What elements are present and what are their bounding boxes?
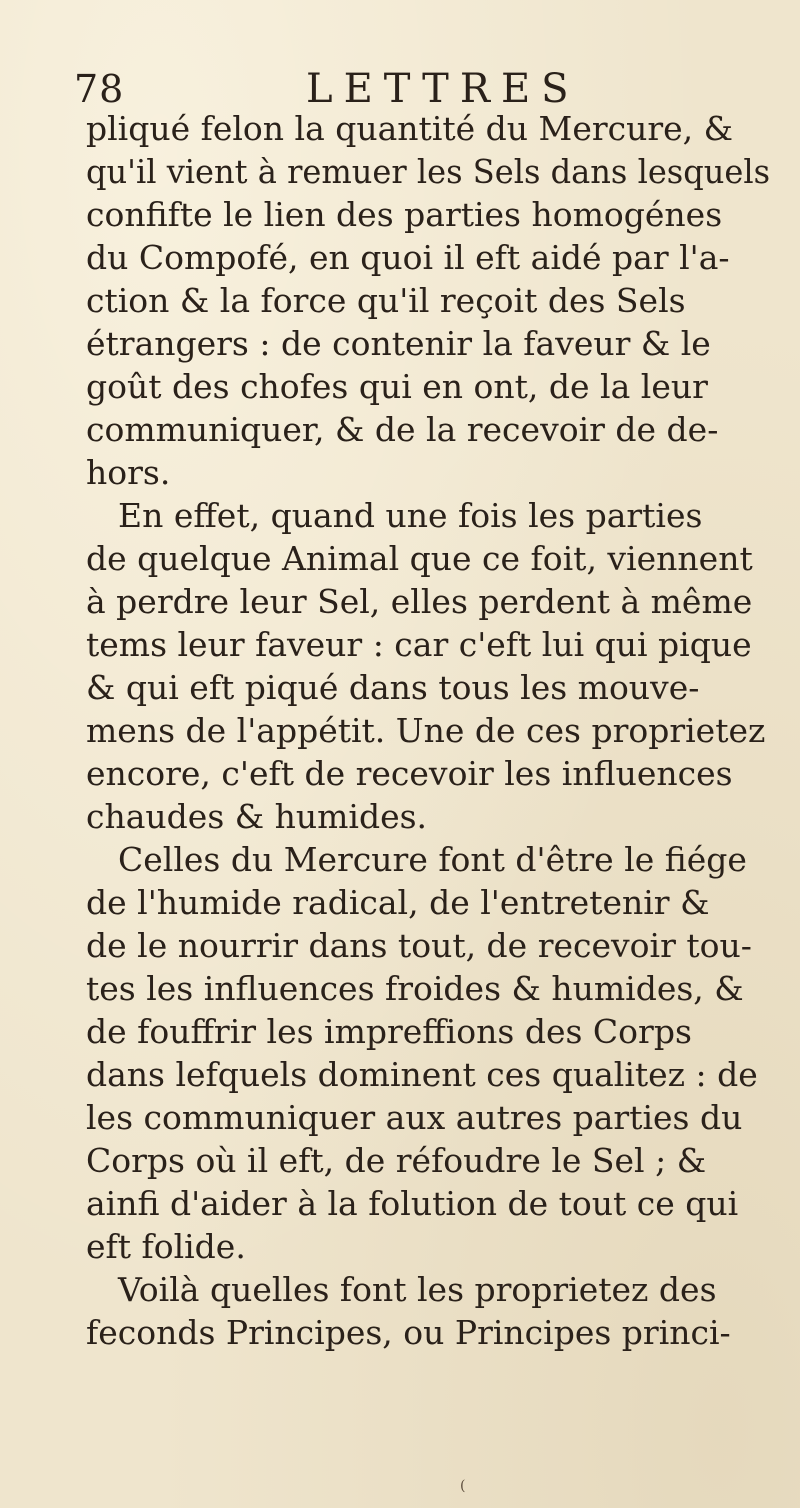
- text-line: du Compofé, en quoi il eft aidé par l'a-: [86, 238, 730, 277]
- text-line: confifte le lien des parties homogénes: [86, 195, 723, 234]
- page-header: [74, 64, 714, 114]
- page-number: 78: [74, 67, 125, 111]
- text-line: feconds Principes, ou Principes princi-: [86, 1313, 731, 1352]
- text-line: les communiquer aux autres parties du: [86, 1098, 743, 1137]
- text-line: de fouffrir les impreffions des Corps: [86, 1012, 692, 1051]
- text-line: mens de l'appétit. Une de ces proprietez: [86, 711, 766, 750]
- text-line: étrangers : de contenir la faveur & le: [86, 324, 711, 363]
- running-title: LETTRES: [306, 66, 580, 112]
- text-line: Corps où il eft, de réfoudre le Sel ; &: [86, 1141, 707, 1180]
- text-line: chaudes & humides.: [86, 797, 428, 836]
- text-line: Celles du Mercure font d'être le fiége: [118, 840, 747, 879]
- footer-mark: (: [460, 1478, 466, 1494]
- text-line: eft folide.: [86, 1227, 246, 1266]
- text-line: pliqué felon la quantité du Mercure, &: [86, 109, 734, 148]
- text-line: En effet, quand une fois les parties: [118, 496, 703, 535]
- text-line: de l'humide radical, de l'entretenir &: [86, 883, 710, 922]
- text-line: à perdre leur Sel, elles perdent à même: [86, 582, 753, 621]
- text-line: tes les influences froides & humides, &: [86, 969, 744, 1008]
- text-line: tems leur faveur : car c'eft lui qui pique: [86, 625, 752, 664]
- text-line: de le nourrir dans tout, de recevoir tou-: [86, 926, 752, 965]
- text-line: qu'il vient à remuer les Sels dans lesquels: [86, 152, 771, 191]
- text-line: Voilà quelles font les proprietez des: [118, 1270, 717, 1309]
- text-line: ction & la force qu'il reçoit des Sels: [86, 281, 686, 320]
- text-line: de quelque Animal que ce foit, viennent: [86, 539, 753, 578]
- text-line: dans lefquels dominent ces qualitez : de: [86, 1055, 758, 1094]
- text-line: & qui eft piqué dans tous les mouve-: [86, 668, 700, 707]
- text-line: hors.: [86, 453, 171, 492]
- text-line: communiquer, & de la recevoir de de-: [86, 410, 719, 449]
- text-line: goût des chofes qui en ont, de la leur: [86, 367, 708, 406]
- text-line: ainfi d'aider à la folution de tout ce qui: [86, 1184, 739, 1223]
- text-line: encore, c'eft de recevoir les influences: [86, 754, 733, 793]
